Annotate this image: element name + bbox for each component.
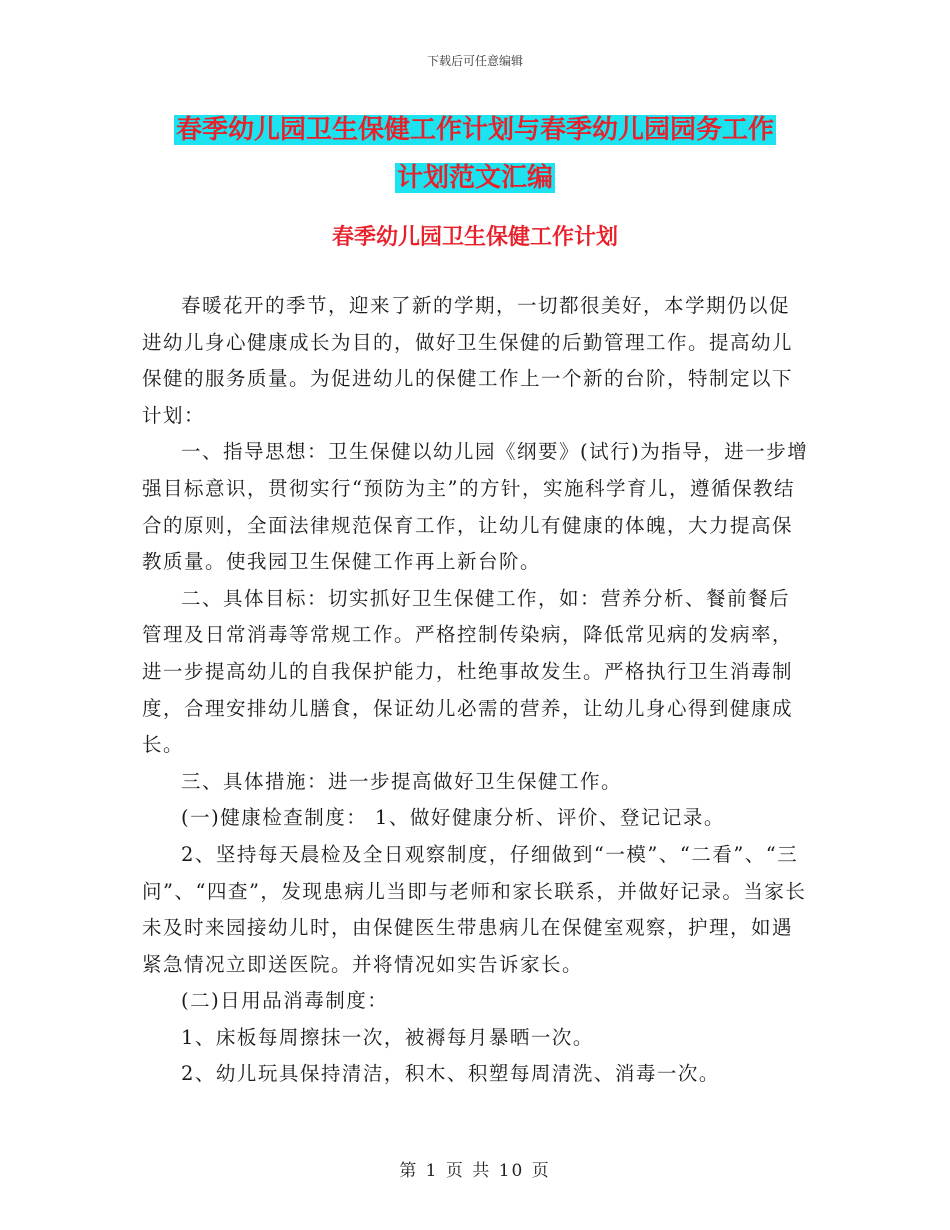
paragraph: 2、幼儿玩具保持清洁，积木、积塑每周清洗、消毒一次。 (181, 1062, 720, 1086)
page-number: 第 1 页 共 10 页 (399, 1161, 551, 1181)
document-title (140, 106, 810, 202)
document-title-line1: 春季幼儿园卫生保健工作计划与春季幼儿园园务工作 (175, 115, 774, 145)
paragraph: 二、具体目标：切实抓好卫生保健工作，如：营养分析、餐前餐后管理及日常消毒等常规工作。严格控制传染病，降低常见病的发病率，进一步提高幼儿的自我保护能力，杜绝事故发生。严格执行卫生消毒制度，合理安排幼儿膳食，保证幼儿必需的营养，让幼儿身心得到健康成长。 (142, 586, 794, 757)
paragraph: 三、具体措施：进一步提高做好卫生保健工作。 (181, 769, 623, 793)
page-header-note: 下载后可任意编辑 (426, 54, 523, 68)
paragraph: 一、指导思想：卫生保健以幼儿园《纲要》(试行)为指导，进一步增强目标意识，贯彻实行“预防为主”的方针，实施科学育儿，遵循保教结合的原则，全面法律规范保育工作，让幼儿有健康的体魄，大力提高保教质量。使我园卫生保健工作再上新台阶。 (142, 440, 809, 574)
paragraph: 春暖花开的季节，迎来了新的学期，一切都很美好，本学期仍以促进幼儿身心健康成长为目的，做好卫生保健的后勤管理工作。提高幼儿保健的服务质量。为促进幼儿的保健工作上一个新的台阶，特制定以下计划： (142, 294, 794, 427)
paragraph: (一)健康检查制度： 1、做好健康分析、评价、登记记录。 (181, 806, 725, 830)
document-title-line2: 计划范文汇编 (396, 163, 553, 193)
paragraph: 2、坚持每天晨检及全日观察制度，仔细做到“一模”、“二看”、“三问”、“四查”，发现患病儿当即与老师和家长联系，并做好记录。当家长未及时来园接幼儿时，由保健医生带患病儿在保健室观察，护理，如遇紧急情况立即送医院。并将情况如实告诉家长。 (142, 842, 807, 976)
paragraph: 1、床板每周擦抹一次，被褥每月暴晒一次。 (181, 1025, 594, 1049)
body-text (142, 288, 810, 1093)
paragraph: (二)日用品消毒制度： (181, 989, 389, 1013)
section-title: 春季幼儿园卫生保健工作计划 (331, 224, 618, 250)
